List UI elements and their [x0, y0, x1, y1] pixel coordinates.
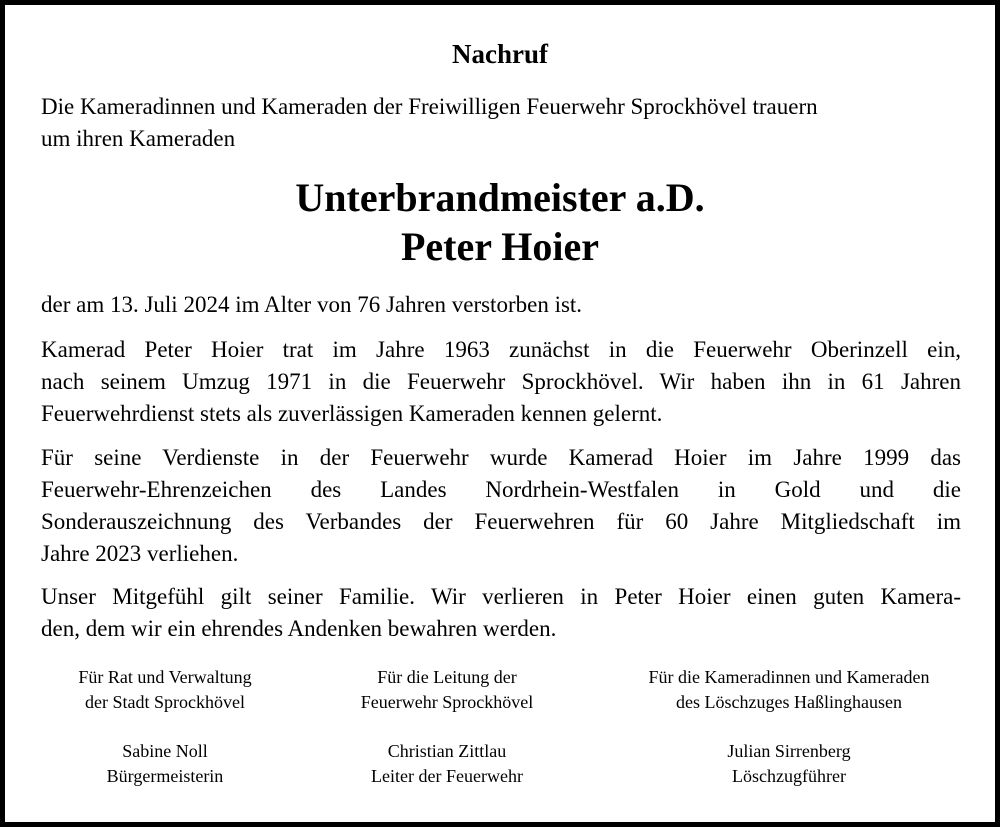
paragraph-line: Kamerad Peter Hoier trat im Jahre 1963 zunächst in die Feuerwehr Oberinzell ein,: [41, 337, 961, 362]
signature-org-line: der Stadt Sprockhövel: [85, 692, 245, 712]
paragraph-line: Jahre 2023 verliehen.: [41, 541, 239, 566]
signature-block-fire-department: [277, 665, 617, 789]
paragraph-line: den, dem wir ein ehrendes Andenken bewahren werden.: [41, 616, 557, 641]
paragraph-career: [41, 334, 961, 430]
paragraph-honors: [41, 442, 961, 570]
signature-org-line: Feuerwehr Sprockhövel: [360, 692, 534, 712]
paragraph-line: der am 13. Juli 2024 im Alter von 76 Jahren verstorben ist.: [41, 292, 583, 317]
signature-role: Löschzugführer: [732, 766, 846, 786]
signature-block-fire-unit: [619, 665, 959, 789]
paragraph-line: Feuerwehr-Ehrenzeichen des Landes Nordrhein-Westfalen in Gold und die: [41, 477, 961, 502]
paragraph-death-date: [41, 289, 961, 321]
signature-name: Sabine Noll: [122, 741, 208, 761]
signature-org-line: Für Rat und Verwaltung: [78, 667, 252, 687]
paragraph-line: Für seine Verdienste in der Feuerwehr wurde Kamerad Hoier im Jahre 1999 das: [41, 445, 961, 470]
signature-name: Julian Sirrenberg: [727, 741, 851, 761]
signature-role: Leiter der Feuerwehr: [371, 766, 523, 786]
signature-org-line: Für die Leitung der: [377, 667, 517, 687]
intro-line: Die Kameradinnen und Kameraden der Freiwilligen Feuerwehr Sprockhövel trauern: [41, 94, 818, 119]
deceased-name: Peter Hoier: [400, 224, 600, 269]
signature-role: Bürgermeisterin: [106, 766, 224, 786]
signature-org-line: des Löschzuges Haßlinghausen: [676, 692, 902, 712]
paragraph-line: Sonderauszeichnung des Verbandes der Feuerwehren für 60 Jahre Mitgliedschaft im: [41, 509, 961, 534]
deceased-rank: Unterbrandmeister a.D.: [295, 175, 705, 220]
intro-text: [41, 91, 961, 155]
signature-org-line: Für die Kameradinnen und Kameraden: [648, 667, 930, 687]
paragraph-line: Unser Mitgefühl gilt seiner Familie. Wir verlieren in Peter Hoier einen guten Kamera-: [41, 584, 961, 609]
paragraph-condolence: [41, 581, 961, 645]
intro-line: um ihren Kameraden: [41, 126, 236, 151]
paragraph-line: Feuerwehrdienst stets als zuverlässigen Kameraden kennen gelernt.: [41, 401, 663, 426]
signature-name: Christian Zittlau: [387, 741, 507, 761]
paragraph-line: nach seinem Umzug 1971 in die Feuerwehr Sprockhövel. Wir haben ihn in 61 Jahren: [41, 369, 961, 394]
notice-heading: Nachruf: [452, 39, 548, 69]
